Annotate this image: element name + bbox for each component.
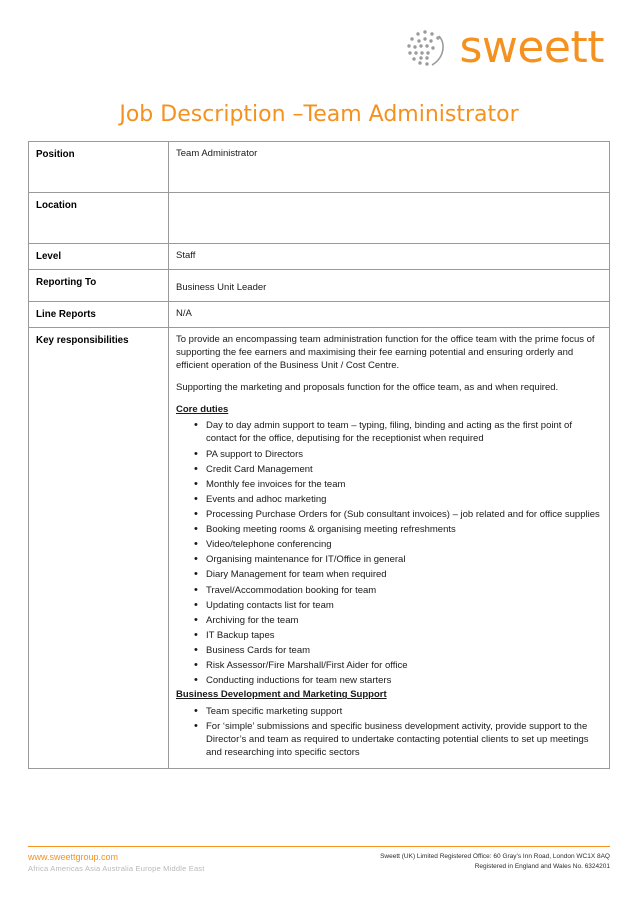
- list-item: • IT Backup tapes: [194, 629, 602, 642]
- list-item: • Travel/Accommodation booking for team: [194, 584, 602, 597]
- responsibilities-paragraph-1: To provide an encompassing team administration function for the office team with the prime focus of supporting the fee earners and maximising their fee earning potential and ensuring orderly and efficient operation of the Business Unit / Cost Centre.: [176, 334, 595, 371]
- core-duties-heading: Core duties: [176, 403, 229, 415]
- row-label-key-responsibilities: Key responsibilities: [29, 328, 169, 768]
- row-value-line-reports: N/A: [169, 302, 610, 328]
- business-development-list: [176, 705, 602, 759]
- row-value-reporting-to: Business Unit Leader: [169, 270, 610, 302]
- row-value-level: Staff: [169, 244, 610, 270]
- list-item: • PA support to Directors: [194, 448, 602, 461]
- list-item: • Events and adhoc marketing: [194, 493, 602, 506]
- row-label-reporting-to: Reporting To: [29, 270, 169, 302]
- row-value-position: Team Administrator: [169, 142, 610, 193]
- list-item: • Conducting inductions for team new starters: [194, 674, 602, 687]
- row-label-position: Position: [29, 142, 169, 193]
- footer-legal-block: [380, 852, 610, 872]
- footer-left-block: [28, 852, 205, 873]
- footer-regions: Africa Americas Asia Australia Europe Middle East: [28, 863, 205, 873]
- list-item: • Booking meeting rooms & organising meeting refreshments: [194, 523, 602, 536]
- core-duties-list: [176, 419, 602, 687]
- table-row: [29, 142, 610, 193]
- page-footer: [28, 846, 610, 873]
- row-label-level: Level: [29, 244, 169, 270]
- table-row: [29, 193, 610, 244]
- list-item: • Updating contacts list for team: [194, 599, 602, 612]
- list-item: • Diary Management for team when required: [194, 568, 602, 581]
- business-development-heading: Business Development and Marketing Support: [176, 689, 387, 701]
- list-item: • Business Cards for team: [194, 644, 602, 657]
- list-item: • Video/telephone conferencing: [194, 538, 602, 551]
- list-item: • Credit Card Management: [194, 463, 602, 476]
- page-title: Job Description –Team Administrator: [119, 102, 519, 127]
- row-label-location: Location: [29, 193, 169, 244]
- brand-name: sweett: [459, 22, 604, 73]
- row-value-location: [169, 193, 610, 244]
- list-item: • Team specific marketing support: [194, 705, 602, 718]
- footer-legal-line-1: Sweett (UK) Limited Registered Office: 60 Gray’s Inn Road, London WC1X 8AQ: [380, 853, 610, 861]
- brand-header: [28, 0, 610, 96]
- list-item: • Processing Purchase Orders for (Sub consultant invoices) – job related and for office supplies: [194, 508, 602, 521]
- table-row: [29, 302, 610, 328]
- list-item: • Risk Assessor/Fire Marshall/First Aider for office: [194, 659, 602, 672]
- list-item: • Monthly fee invoices for the team: [194, 478, 602, 491]
- swoosh-dots-icon: [399, 22, 451, 74]
- table-row-responsibilities: [29, 328, 610, 768]
- footer-website-link[interactable]: www.sweettgroup.com: [28, 852, 119, 863]
- row-value-key-responsibilities: [169, 328, 610, 768]
- list-item: • For ‘simple’ submissions and specific business development activity, provide support to the Director’s and team as required to undertake contacting potential clients to set up meetings and researching into specific sectors: [194, 720, 602, 759]
- list-item: • Organising maintenance for IT/Office in general: [194, 553, 602, 566]
- responsibilities-paragraph-2: Supporting the marketing and proposals function for the office team, as and when required.: [176, 381, 559, 393]
- table-row: [29, 270, 610, 302]
- footer-divider: [28, 846, 610, 847]
- list-item: • Archiving for the team: [194, 614, 602, 627]
- row-label-line-reports: Line Reports: [29, 302, 169, 328]
- list-item: • Day to day admin support to team – typing, filing, binding and acting as the first point of contact for the office, deputising for the receptionist when required: [194, 419, 602, 445]
- footer-legal-line-2: Registered in England and Wales No. 6324201: [474, 863, 610, 871]
- table-row: [29, 244, 610, 270]
- job-description-table: [28, 141, 610, 769]
